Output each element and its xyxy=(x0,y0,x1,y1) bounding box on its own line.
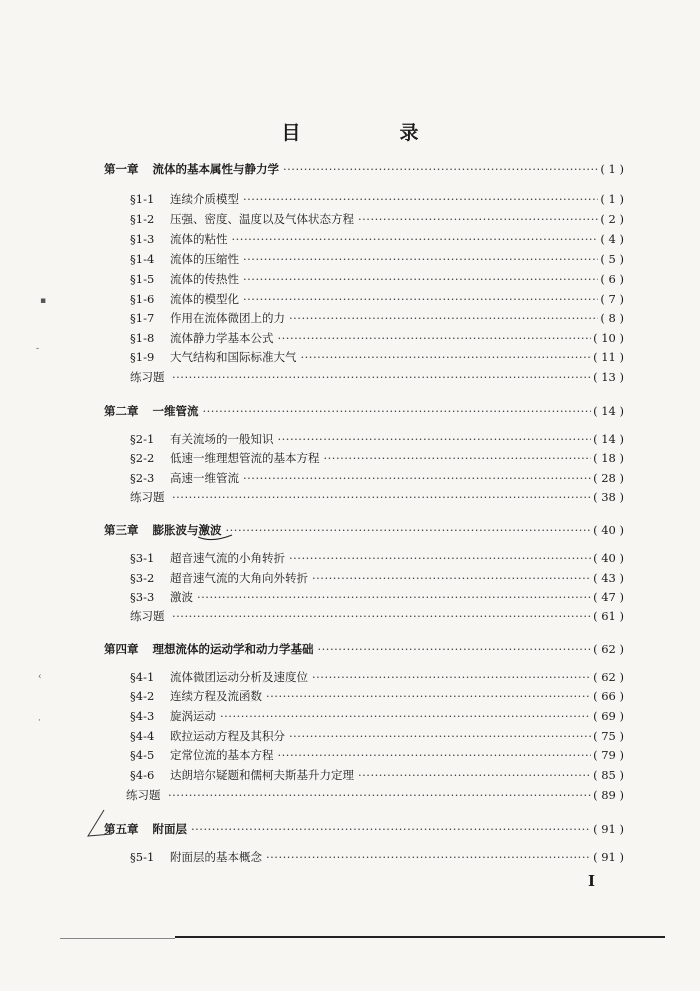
section-number: §4-4 xyxy=(130,729,155,743)
page-number: ( 14 ) xyxy=(593,432,624,446)
section-title: 流体微团运动分析及速度位 xyxy=(170,670,308,684)
toc-exercise-3[interactable] xyxy=(130,607,624,625)
section-title: 作用在流体微团上的力 xyxy=(170,311,285,325)
toc-section-4-6[interactable] xyxy=(130,766,624,784)
section-number: §1-3 xyxy=(130,232,155,246)
page-number: ( 8 ) xyxy=(600,311,624,325)
dot-leader xyxy=(283,160,598,178)
toc-section-5-1[interactable] xyxy=(130,848,624,866)
page-number: ( 91 ) xyxy=(593,850,624,864)
section-number: §5-1 xyxy=(130,850,155,864)
section-number: §2-1 xyxy=(130,432,155,446)
page-number: ( 4 ) xyxy=(600,232,624,246)
section-title: 连续介质模型 xyxy=(170,192,239,206)
section-number: §1-8 xyxy=(130,331,155,345)
dot-leader xyxy=(226,521,592,539)
section-number: §3-1 xyxy=(130,551,155,565)
chapter-number: 第三章 xyxy=(104,523,139,537)
chapter-title: 膨胀波与激波 xyxy=(152,523,222,537)
toc-section-2-1[interactable] xyxy=(130,430,624,448)
section-title: 连续方程及流函数 xyxy=(170,689,262,703)
chapter-title: 一维管流 xyxy=(152,404,199,418)
dot-leader xyxy=(172,488,591,506)
toc-exercise-1[interactable] xyxy=(130,368,624,386)
page-number: ( 40 ) xyxy=(593,551,624,565)
dot-leader xyxy=(312,569,591,587)
dot-leader xyxy=(278,746,592,764)
section-number: §4-6 xyxy=(130,768,155,782)
dot-leader xyxy=(289,549,591,567)
page-number: ( 14 ) xyxy=(593,404,624,418)
page-number: ( 62 ) xyxy=(593,642,624,656)
dot-leader xyxy=(243,290,598,308)
toc-exercise-4[interactable] xyxy=(126,786,624,804)
section-title: 流体的传热性 xyxy=(170,272,239,286)
toc-section-2-2[interactable] xyxy=(130,449,624,467)
page-number: ( 7 ) xyxy=(600,292,624,306)
toc-section-2-3[interactable] xyxy=(130,469,624,487)
section-number: §1-1 xyxy=(130,192,155,206)
dot-leader xyxy=(358,766,591,784)
section-title: 高速一维管流 xyxy=(170,471,239,485)
toc-exercise-2[interactable] xyxy=(130,488,624,506)
page-number: ( 79 ) xyxy=(593,748,624,762)
toc-section-1-1[interactable] xyxy=(130,190,624,208)
toc-section-1-8[interactable] xyxy=(130,329,624,347)
section-number: §1-5 xyxy=(130,272,155,286)
scan-edge-faint xyxy=(60,938,175,939)
section-number: §1-7 xyxy=(130,311,155,325)
toc-chapter-2[interactable] xyxy=(104,402,624,420)
section-title: 流体的粘性 xyxy=(170,232,228,246)
underline-mark xyxy=(196,533,236,547)
toc-section-1-9[interactable] xyxy=(130,348,624,366)
page-number: ( 6 ) xyxy=(600,272,624,286)
page-number: ( 89 ) xyxy=(593,788,624,802)
dot-leader xyxy=(197,588,591,606)
dot-leader xyxy=(358,210,598,228)
dot-leader xyxy=(243,270,598,288)
exercise-label: 练习题 xyxy=(130,609,165,623)
section-title: 流体的模型化 xyxy=(170,292,239,306)
dot-leader xyxy=(191,820,591,838)
section-number: §1-2 xyxy=(130,212,155,226)
toc-chapter-4[interactable] xyxy=(104,640,624,658)
dot-leader xyxy=(172,368,591,386)
toc-section-3-2[interactable] xyxy=(130,569,624,587)
dot-leader xyxy=(301,348,592,366)
section-title: 压强、密度、温度以及气体状态方程 xyxy=(170,212,354,226)
exercise-label: 练习题 xyxy=(130,490,165,504)
dot-leader xyxy=(312,668,591,686)
dot-leader xyxy=(266,687,591,705)
scan-speck: ▪ xyxy=(40,296,47,306)
section-number: §3-3 xyxy=(130,590,155,604)
page-folio: I xyxy=(588,872,596,890)
toc-section-4-4[interactable] xyxy=(130,727,624,745)
toc-section-1-6[interactable] xyxy=(130,290,624,308)
section-number: §4-5 xyxy=(130,748,155,762)
section-title: 低速一维理想管流的基本方程 xyxy=(170,451,320,465)
page-number: ( 66 ) xyxy=(593,689,624,703)
scan-speck: ‹ xyxy=(38,672,42,682)
page-number: ( 1 ) xyxy=(600,162,624,176)
dot-leader xyxy=(243,469,591,487)
section-title: 欧拉运动方程及其积分 xyxy=(170,729,285,743)
toc-section-4-1[interactable] xyxy=(130,668,624,686)
section-title: 超音速气流的大角向外转折 xyxy=(170,571,308,585)
dot-leader xyxy=(324,449,592,467)
toc-chapter-1[interactable] xyxy=(104,160,624,178)
page-number: ( 40 ) xyxy=(593,523,624,537)
dot-leader xyxy=(168,786,591,804)
dot-leader xyxy=(220,707,591,725)
chapter-title: 流体的基本属性与静力学 xyxy=(152,162,279,176)
page-number: ( 62 ) xyxy=(593,670,624,684)
page-number: ( 18 ) xyxy=(593,451,624,465)
toc-chapter-5[interactable] xyxy=(104,820,624,838)
scan-speck: · xyxy=(38,716,41,726)
dot-leader xyxy=(203,402,592,420)
page-number: ( 2 ) xyxy=(600,212,624,226)
toc-section-1-7[interactable] xyxy=(130,309,624,327)
page-number: ( 69 ) xyxy=(593,709,624,723)
page-number: ( 85 ) xyxy=(593,768,624,782)
page-number: ( 75 ) xyxy=(593,729,624,743)
chapter-title: 理想流体的运动学和动力学基础 xyxy=(152,642,314,656)
section-title: 附面层的基本概念 xyxy=(170,850,262,864)
page-number: ( 11 ) xyxy=(593,350,624,364)
page-number: ( 1 ) xyxy=(600,192,624,206)
page-number: ( 13 ) xyxy=(593,370,624,384)
section-title: 达朗培尔疑题和儒柯夫斯基升力定理 xyxy=(170,768,354,782)
chapter-number: 第五章 xyxy=(104,822,139,836)
section-title: 流体静力学基本公式 xyxy=(170,331,274,345)
page-number: ( 38 ) xyxy=(593,490,624,504)
dot-leader xyxy=(172,607,591,625)
section-number: §4-1 xyxy=(130,670,155,684)
section-title: 旋涡运动 xyxy=(170,709,216,723)
section-title: 流体的压缩性 xyxy=(170,252,239,266)
exercise-label: 练习题 xyxy=(130,370,165,384)
dot-leader xyxy=(289,727,591,745)
page-number: ( 91 ) xyxy=(593,822,624,836)
section-title: 激波 xyxy=(170,590,193,604)
section-number: §3-2 xyxy=(130,571,155,585)
scan-speck: - xyxy=(36,344,40,354)
dot-leader xyxy=(243,250,598,268)
dot-leader xyxy=(318,640,592,658)
toc-section-4-3[interactable] xyxy=(130,707,624,725)
dot-leader xyxy=(232,230,599,248)
section-title: 定常位流的基本方程 xyxy=(170,748,274,762)
toc-section-1-2[interactable] xyxy=(130,210,624,228)
page-number: ( 61 ) xyxy=(593,609,624,623)
toc-section-4-2[interactable] xyxy=(130,687,624,705)
section-title: 有关流场的一般知识 xyxy=(170,432,274,446)
dot-leader xyxy=(266,848,591,866)
toc-section-1-5[interactable] xyxy=(130,270,624,288)
dot-leader xyxy=(243,190,598,208)
dot-leader xyxy=(278,430,592,448)
pen-mark xyxy=(82,806,122,846)
chapter-number: 第二章 xyxy=(104,404,139,418)
section-number: §4-3 xyxy=(130,709,155,723)
section-number: §2-2 xyxy=(130,451,155,465)
page-number: ( 10 ) xyxy=(593,331,624,345)
chapter-number: 第四章 xyxy=(104,642,139,656)
page-number: ( 43 ) xyxy=(593,571,624,585)
page-title: 目 录 xyxy=(281,122,459,144)
toc-section-3-3[interactable] xyxy=(130,588,624,606)
chapter-title: 附面层 xyxy=(152,822,187,836)
section-number: §1-4 xyxy=(130,252,155,266)
chapter-number: 第一章 xyxy=(104,162,139,176)
section-title: 大气结构和国际标准大气 xyxy=(170,350,297,364)
page-number: ( 5 ) xyxy=(600,252,624,266)
page-number: ( 28 ) xyxy=(593,471,624,485)
toc-section-1-3[interactable] xyxy=(130,230,624,248)
section-number: §1-6 xyxy=(130,292,155,306)
dot-leader xyxy=(289,309,598,327)
page-number: ( 47 ) xyxy=(593,590,624,604)
toc-chapter-3[interactable] xyxy=(104,521,624,539)
exercise-label: 练习题 xyxy=(126,788,161,802)
toc-section-3-1[interactable] xyxy=(130,549,624,567)
toc-section-4-5[interactable] xyxy=(130,746,624,764)
section-number: §2-3 xyxy=(130,471,155,485)
toc-section-1-4[interactable] xyxy=(130,250,624,268)
section-title: 超音速气流的小角转折 xyxy=(170,551,285,565)
section-number: §1-9 xyxy=(130,350,155,364)
dot-leader xyxy=(278,329,592,347)
scan-edge-line xyxy=(175,936,665,938)
section-number: §4-2 xyxy=(130,689,155,703)
